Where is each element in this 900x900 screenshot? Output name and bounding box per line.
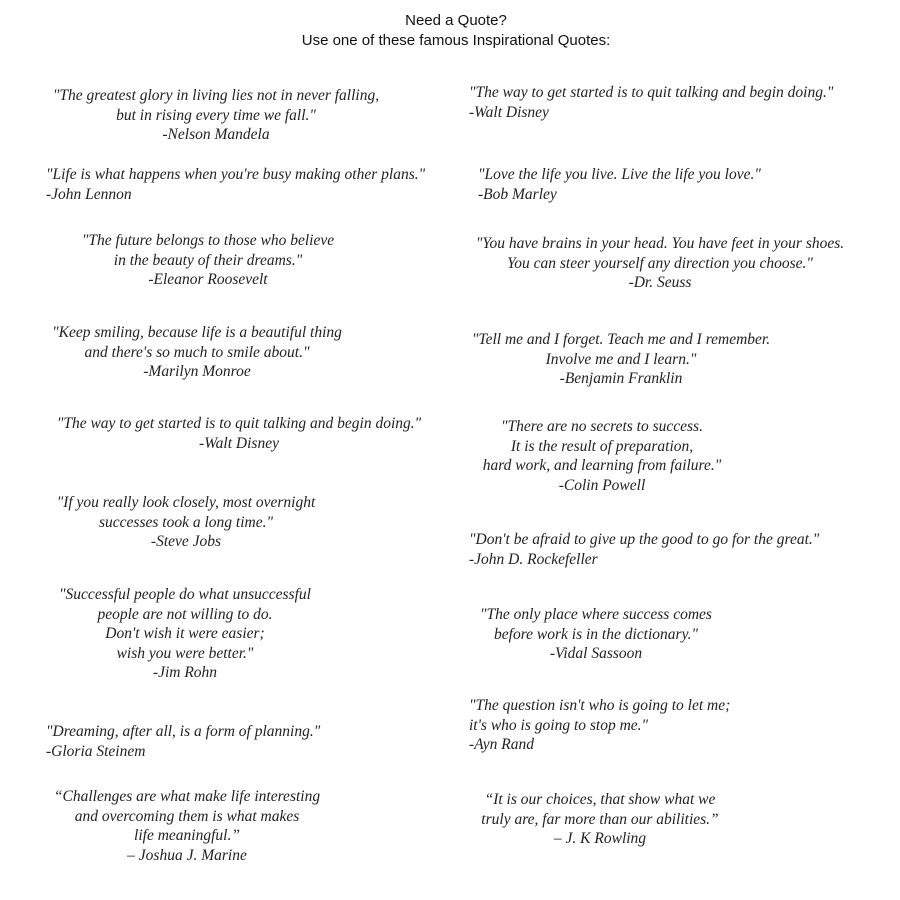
- quote-line: before work is in the dictionary.": [494, 625, 698, 643]
- quote-line: successes took a long time.": [99, 513, 273, 531]
- quote-line: "Life is what happens when you're busy making other plans.": [46, 166, 426, 183]
- quote-block-disney-right: [469, 83, 869, 122]
- quote-line: You can steer yourself any direction you choose.": [507, 254, 813, 272]
- quote-author: -Vidal Sassoon: [549, 645, 643, 662]
- quote-line: "Keep smiling, because life is a beautiful thing: [52, 324, 342, 341]
- quote-author: -Steve Jobs: [150, 533, 222, 550]
- quote-line: "The greatest glory in living lies not in never falling,: [52, 87, 380, 104]
- quote-line: "The only place where success comes: [480, 606, 712, 623]
- quote-line: truly are, far more than our abilities.”: [481, 810, 719, 828]
- quote-line: but in rising every time we fall.": [116, 106, 316, 124]
- quote-line: and overcoming them is what makes: [74, 807, 300, 825]
- quote-author: -Ayn Rand: [469, 736, 534, 753]
- quote-author: – Joshua J. Marine: [127, 846, 247, 864]
- quote-block-powell: [474, 417, 730, 495]
- quote-author: -Bob Marley: [478, 185, 557, 203]
- quote-line: "There are no secrets to success.: [501, 418, 703, 435]
- quote-line: “It is our choices, that show what we: [484, 791, 716, 808]
- quote-block-marine: [48, 787, 326, 865]
- quote-line: Involve me and I learn.": [545, 350, 697, 368]
- quote-block-roosevelt: [75, 231, 341, 290]
- quote-line: people are not willing to do.: [97, 605, 273, 623]
- page-header: [0, 11, 900, 51]
- quote-author: -Walt Disney: [199, 434, 279, 452]
- quote-block-steinem: [46, 722, 346, 761]
- quote-block-rohn: [53, 585, 317, 683]
- quote-author: – J. K Rowling: [553, 830, 647, 847]
- quote-author: -Jim Rohn: [152, 664, 218, 681]
- quote-line: hard work, and learning from failure.": [482, 457, 722, 474]
- quote-author: -John Lennon: [46, 185, 132, 203]
- quote-line: "Love the life you live. Live the life you love.": [478, 166, 761, 183]
- quote-author: -Benjamin Franklin: [559, 370, 683, 387]
- quote-line: "Dreaming, after all, is a form of planning.": [46, 723, 321, 740]
- quote-block-franklin: [465, 330, 777, 389]
- quote-author: -Marilyn Monroe: [143, 363, 251, 380]
- quote-block-rowling: [475, 790, 725, 849]
- quote-line: life meaningful.”: [134, 827, 240, 844]
- page-subtitle: Use one of these famous Inspirational Quotes:: [301, 32, 611, 49]
- quote-author: -Nelson Mandela: [162, 126, 270, 143]
- quote-line: and there's so much to smile about.": [84, 343, 310, 361]
- quote-author: -Dr. Seuss: [628, 274, 692, 291]
- quote-block-monroe: [46, 323, 348, 382]
- quote-block-marley: [478, 165, 798, 204]
- quote-block-jobs: [52, 493, 320, 552]
- quote-line: wish you were better.": [116, 644, 254, 662]
- quote-line: "Don't be afraid to give up the good to go for the great.": [469, 531, 820, 548]
- quote-author: -Gloria Steinem: [46, 742, 146, 760]
- quote-line: “Challenges are what make life interesting: [53, 788, 321, 805]
- quote-line: "If you really look closely, most overnight: [56, 494, 316, 511]
- quote-line: "The future belongs to those who believe: [81, 232, 335, 249]
- quote-author: -Colin Powell: [558, 476, 646, 494]
- quote-line: "Tell me and I forget. Teach me and I remember.: [471, 331, 771, 348]
- page-title: Need a Quote?: [405, 12, 507, 29]
- quote-author: -Eleanor Roosevelt: [148, 271, 268, 288]
- quote-block-rand: [469, 696, 769, 755]
- quote-line: it's who is going to stop me.": [469, 716, 649, 734]
- quote-author: -John D. Rockefeller: [469, 550, 598, 568]
- quote-line: "You have brains in your head. You have feet in your shoes.: [475, 235, 845, 252]
- quote-line: "The way to get started is to quit talking and begin doing.": [469, 84, 834, 101]
- quote-line: "Successful people do what unsuccessful: [59, 586, 311, 603]
- quote-line: in the beauty of their dreams.": [113, 251, 303, 269]
- quote-line: Don't wish it were easier;: [105, 625, 265, 642]
- quote-line: "The question isn't who is going to let me;: [469, 697, 731, 714]
- quote-line: It is the result of preparation,: [510, 437, 694, 455]
- quote-block-lennon: [46, 165, 446, 204]
- quote-line: "The way to get started is to quit talking and begin doing.": [56, 415, 422, 432]
- quote-block-sassoon: [474, 605, 718, 664]
- quote-block-disney-left: [48, 414, 430, 453]
- quote-block-seuss: [467, 234, 853, 293]
- quote-block-rockefeller: [469, 530, 869, 569]
- quote-block-mandela: [48, 86, 384, 145]
- quote-author: -Walt Disney: [469, 103, 549, 121]
